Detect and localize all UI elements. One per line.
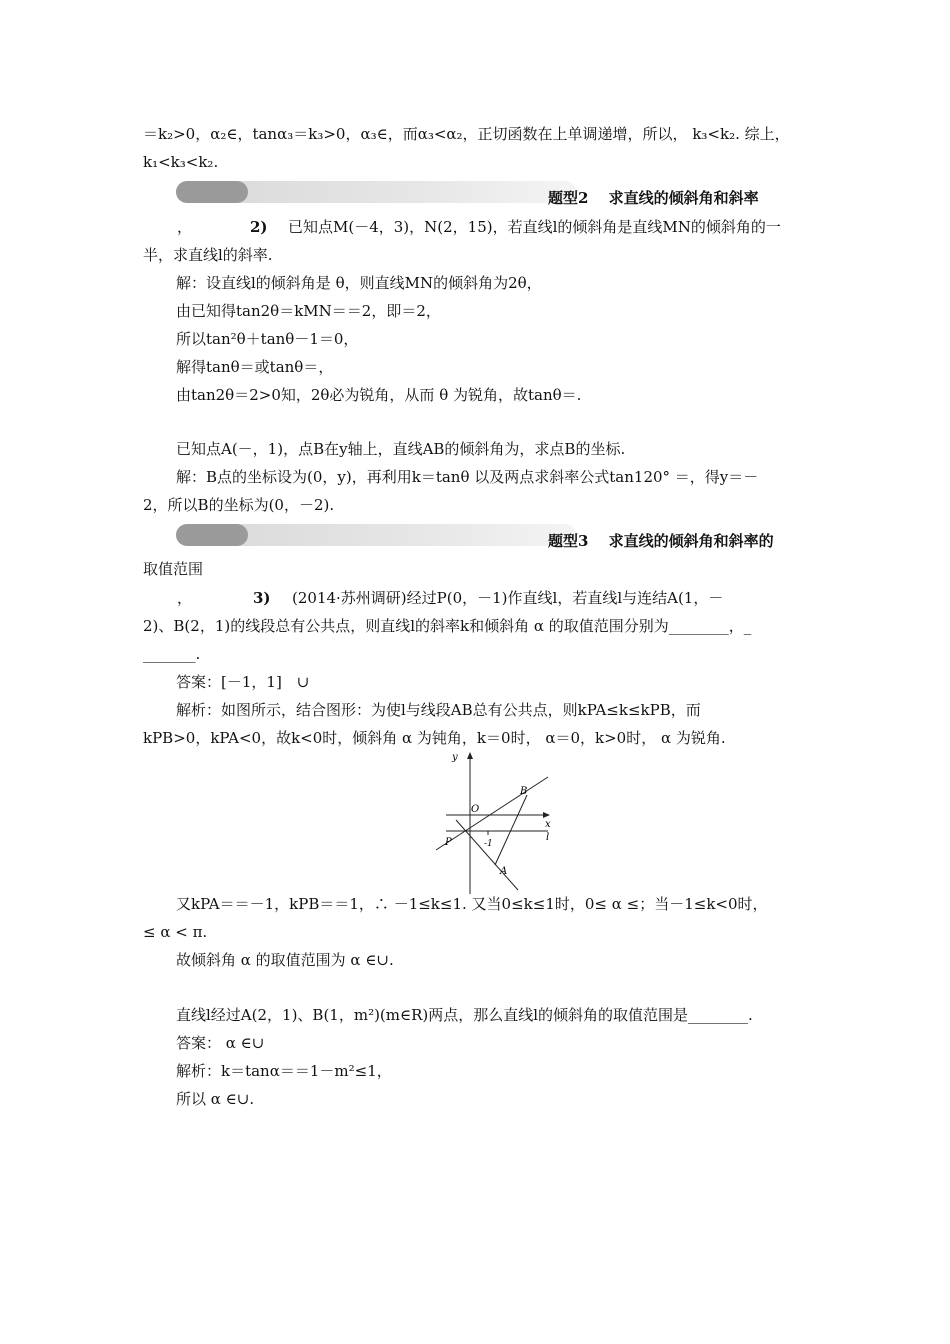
section-banner-2 <box>176 181 576 203</box>
solution-2-line-2: 由已知得tan2θ＝kMN＝＝2，即＝2， <box>176 302 441 320</box>
slope-range-figure <box>426 750 566 898</box>
practice-2-solution-2: 2，所以B的坐标为(0，－2). <box>143 496 335 514</box>
example-3-line-3: _______. <box>143 645 201 663</box>
figure-label-a: A <box>500 866 508 877</box>
example-2-line-1: 已知点M(－4，3)，N(2，15)，若直线l的倾斜角是直线MN的倾斜角的一 <box>288 218 781 236</box>
figure-label-p: P <box>445 837 452 848</box>
example-3-number: 3) <box>253 589 271 607</box>
example-2-prefix: ， <box>177 218 193 236</box>
example-3-analysis-2: kPB>0，kPA<0，故k<0时，倾斜角 α 为钝角，k＝0时， α＝0，k>0时， α 为锐角. <box>143 729 726 747</box>
example-3-prefix: ， <box>177 589 193 607</box>
example-3-cont-1: 又kPA＝＝－1，kPB＝＝1，∴ －1≤k≤1. 又当0≤k≤1时，0≤ α ≤；当－1≤k<0时， <box>176 895 768 913</box>
solution-2-line-3: 所以tan²θ＋tanθ－1＝0， <box>176 330 359 348</box>
figure-label-x: x <box>545 819 551 830</box>
example-3-line-1: (2014·苏州调研)经过P(0，－1)作直线l，若直线l与连结A(1，－ <box>292 589 724 607</box>
solution-2-line-5: 由tan2θ＝2>0知，2θ必为锐角，从而 θ 为锐角，故tanθ＝. <box>176 386 582 404</box>
practice-3-conclusion: 所以 α ∈∪. <box>176 1090 255 1108</box>
example-3-line-2: 2)、B(2，1)的线段总有公共点，则直线l的斜率k和倾斜角 α 的取值范围分别为________，_ <box>143 617 752 635</box>
figure-label-b: B <box>520 786 528 797</box>
practice-3-analysis: 解析：k＝tanα＝＝1－m²≤1， <box>176 1062 392 1080</box>
practice-2-solution-1: 解：B点的坐标设为(0，y)，再利用k＝tanθ 以及两点求斜率公式tan120° ＝，得y＝－ <box>176 468 759 486</box>
figure-label-y: y <box>452 752 458 763</box>
practice-3-question: 直线l经过A(2，1)、B(1，m²)(m∈R)两点，那么直线l的倾斜角的取值范围是________. <box>176 1006 753 1024</box>
intro-line-2: k₁<k₃<k₂. <box>143 153 219 171</box>
figure-label-o: O <box>471 804 480 815</box>
section-heading-3-cont: 取值范围 <box>143 560 204 578</box>
example-3-answer: 答案：[－1，1] ∪ <box>176 673 310 691</box>
practice-2-question: 已知点A(－，1)，点B在y轴上，直线AB的倾斜角为，求点B的坐标. <box>176 440 626 458</box>
solution-2-line-1: 解：设直线l的倾斜角是 θ，则直线MN的倾斜角为2θ， <box>176 274 542 292</box>
example-2-line-2: 半，求直线l的斜率. <box>143 246 273 264</box>
practice-3-answer: 答案： α ∈∪ <box>176 1034 265 1052</box>
section-banner-3 <box>176 524 576 546</box>
figure-label-neg1: -1 <box>484 839 493 849</box>
example-3-conclusion: 故倾斜角 α 的取值范围为 α ∈∪. <box>176 951 394 969</box>
example-2-number: 2) <box>250 218 268 236</box>
example-3-cont-2: ≤ α < π. <box>143 923 208 941</box>
example-3-analysis-1: 解析：如图所示，结合图形：为使l与线段AB总有公共点，则kPA≤k≤kPB，而 <box>176 701 701 719</box>
figure-label-l: l <box>546 832 550 843</box>
intro-line-1: ＝k₂>0，α₂∈，tanα₃＝k₃>0，α₃∈，而α₃<α₂，正切函数在上单调递增，所以， k₃<k₂. 综上， <box>143 125 790 143</box>
solution-2-line-4: 解得tanθ＝或tanθ＝， <box>176 358 334 376</box>
section-heading-3: 题型3 求直线的倾斜角和斜率的 <box>548 532 774 550</box>
section-heading-2: 题型2 求直线的倾斜角和斜率 <box>548 189 759 207</box>
